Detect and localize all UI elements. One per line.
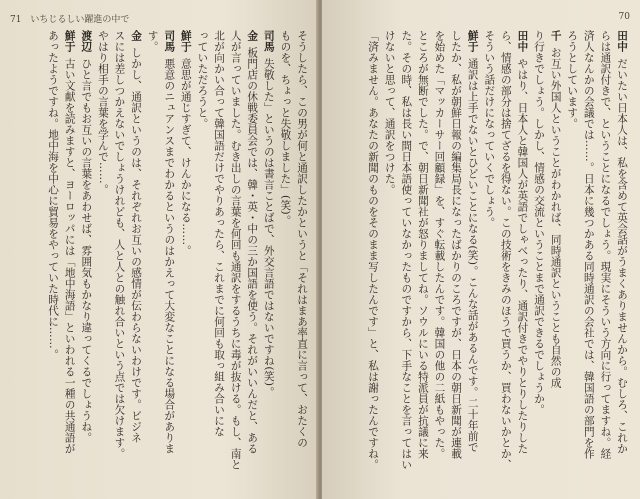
text-line: ところが無断でした。で、朝日新聞社が怒りましてね。ソウルにいる特派員が抗議に来 [416,30,429,459]
speaker-name: 金 [246,30,259,41]
text-line: 田中だいたい日本人は、私を含めて英会話がうまくありませんから。むしろ、これか [613,30,630,482]
text-line: す。 [146,30,159,52]
text-line: っていただろうと。 [196,30,209,129]
text-line: あったようですね。地中海を中心に貿易をやっていた時代に……。 [47,30,60,360]
right-page [322,0,640,499]
text-line: 司馬悪意のニュアンスまでわかるというのはかえって大変なことになる場合がありま [161,30,178,482]
text-line: 司馬失敬した」というのは書言ことばで、外交言語ではないですね(笑)。 [260,30,277,482]
left-page-body [14,30,310,482]
text-line: 金板門店の休戦委員会では、韓・英・中の三か国語を使う。それがいいんだと、ある [244,30,261,482]
text-line: 千お互い外国人ということがわかれば、同時通訳ということも自然の成 [547,30,564,482]
speaker-name: 鮮于 [179,30,192,52]
speaker-name: 鮮于 [63,30,76,52]
text-line: 鮮于意思が通じすぎて、けんかになる……。 [177,30,194,482]
text-line: 渡辺ひと言でもお互いの言葉をあわせば、雰囲気もかなり違ってくるでしょうね。 [78,30,95,482]
text-line: 田中やはり、日本人と韓国人が英語でしゃべったり、通訳付きでやりとりしたりした [514,30,531,482]
right-page-header [619,12,630,22]
left-page-number: 71 [10,15,22,25]
text-line: けないと思って、通訳をつけた。 [383,30,396,195]
text-line: 鮮于通訳は上手でないとひどいことになる(笑)。こんな話があるんです。二十年前で [464,30,481,482]
running-head: いちじるしい躍進の中で [30,15,130,25]
text-line: 北が向かい合って韓国語だけでやりあったら、これまでに何回も取っ組み合いにな [213,30,226,437]
text-line: た。その時、私は長い間日本語使っていなかったものですから、下手なことを言ってはい [400,30,413,470]
right-page-body [336,30,630,482]
text-line: ら、情感の部分は捨てざるを得ない。この技術をきみのほうで買うか、買わないかとか、 [499,30,512,470]
left-page [0,0,318,499]
speaker-name: 司馬 [163,30,176,52]
speaker-name: 田中 [616,30,628,52]
text-line: そうしたら、この男が何と通訳したかというと「それはまあ率直に言って、おたくの [296,30,308,448]
text-line: したか、私が朝鮮日報の編集局長になったばかりのころですが、日本の朝日新聞が連載 [450,30,463,459]
text-line: スには差しつかえないでしょうけれども、人と人との触れ合いという点では欠けます。 [113,30,126,459]
speaker-name: 鮮于 [466,30,479,52]
text-line: そういう話だけになっていくでしょう。 [483,30,496,228]
text-line: を始めた「マッカーサー回顧録」を、すぐ転載したんです。韓国の他の二紙もやった。 [433,30,446,459]
text-line: やはり相手の言葉を学んで……。 [96,30,109,195]
speaker-name: 千 [549,30,562,41]
text-line: 金しかし、通訳というのは、それぞれお互いの感情が伝わらないわけです。ビジネ [127,30,144,482]
left-page-header [10,12,129,25]
right-page-number: 70 [618,12,630,22]
speaker-name: 金 [130,30,143,41]
text-line: 人が言っていました。むき出しの言葉を何回も通訳をするうちに毒が抜ける。もし、南と [229,30,242,470]
text-line: 「済みません。あなたの新聞のものをそのまま写したんです」と、私は謝ったんですね。 [367,30,380,470]
text-line: り行きでしょう。しかし、情感の交流ということまで通訳できるでしょうか。 [533,30,546,415]
speaker-name: 渡辺 [80,30,93,52]
text-line: ものを、ちょっと失敬しました」(笑)。 [279,30,292,227]
speaker-name: 司馬 [262,30,275,52]
text-line: らは通訳付きで、ということになるでしょう。現実にそういう方向に行ってますね。経 [599,30,612,459]
speaker-name: 田中 [516,30,529,52]
text-line: 鮮于古い文献を読みますと、ヨーロッパには「地中海語」といわれる一種の共通語が [61,30,78,482]
text-line: 済人なんかの会議では……。日本に幾つかある同時通訳の会社では、韓国語の部門を作 [582,30,595,459]
text-line: ろうとしています。 [566,30,579,129]
